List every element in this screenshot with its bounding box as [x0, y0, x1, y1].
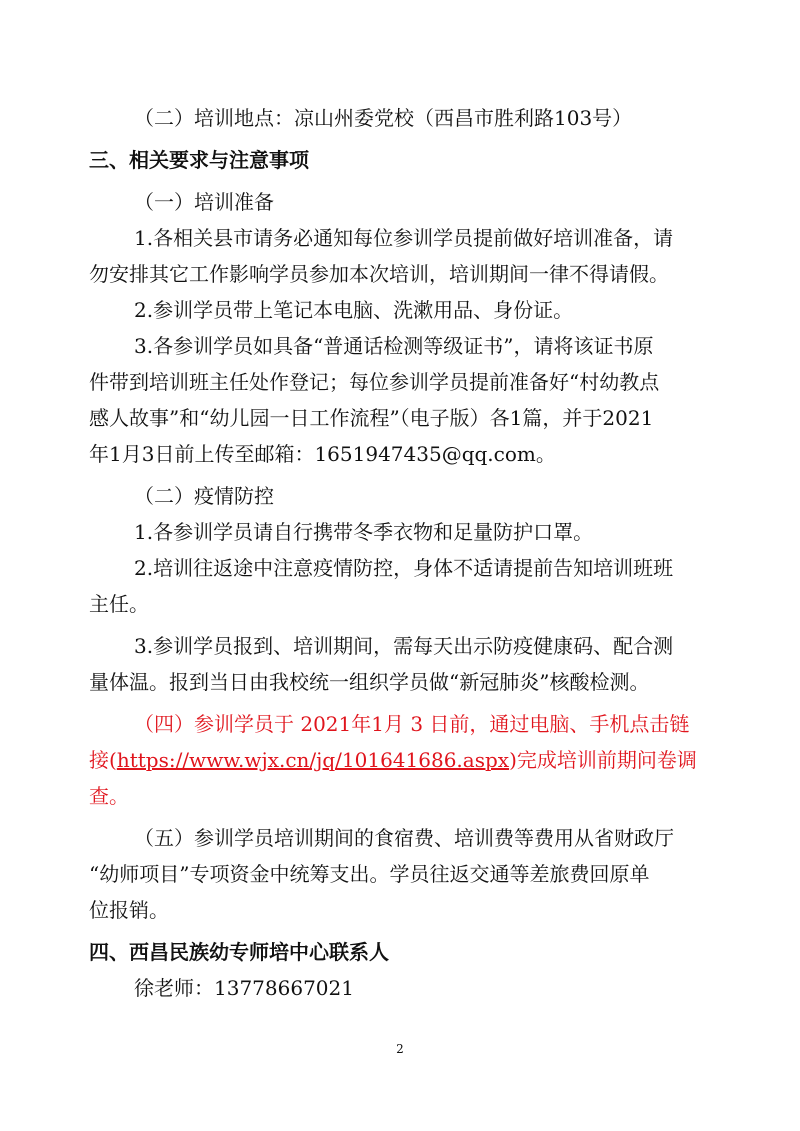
paragraph-line: 主任。	[89, 592, 149, 616]
training-location: （二）培训地点：凉山州委党校（西昌市胜利路103号）	[134, 106, 633, 130]
paragraph-line: 量体温。报到当日由我校统一组织学员做“新冠肺炎”核酸检测。	[89, 670, 650, 694]
paragraph-line: “幼师项目”专项资金中统筹支出。学员往返交通等差旅费回原单	[89, 862, 650, 886]
paragraph-line: 位报销。	[89, 898, 169, 922]
subheading-epidemic-control: （二）疫情防控	[134, 484, 274, 508]
section-heading-requirements: 三、相关要求与注意事项	[89, 148, 309, 172]
survey-notice-line: （四）参训学员于 2021年1月 3 日前，通过电脑、手机点击链	[134, 712, 690, 736]
paragraph-line: 1.各相关县市请务必通知每位参训学员提前做好培训准备，请	[134, 226, 674, 250]
paragraph-line: 2.培训往返途中注意疫情防控，身体不适请提前告知培训班班	[134, 556, 674, 580]
paragraph-line: 3.参训学员报到、培训期间，需每天出示防疫健康码、配合测	[134, 634, 674, 658]
survey-link[interactable]: https://www.wjx.cn/jq/101641686.aspx	[116, 748, 510, 772]
subheading-training-prep: （一）培训准备	[134, 190, 274, 214]
paragraph-line: 勿安排其它工作影响学员参加本次培训，培训期间一律不得请假。	[89, 262, 669, 286]
paragraph-line: 2.参训学员带上笔记本电脑、洗漱用品、身份证。	[134, 298, 574, 322]
paragraph-line: 3.各参训学员如具备“普通话检测等级证书”，请将该证书原	[134, 334, 654, 358]
paragraph-line: 感人故事”和“幼儿园一日工作流程”（电子版）各1篇，并于2021	[89, 406, 654, 430]
paragraph-line: 件带到培训班主任处作登记；每位参训学员提前准备好“村幼教点	[89, 370, 660, 394]
paragraph-line: 1.各参训学员请自行携带冬季衣物和足量防护口罩。	[134, 520, 594, 544]
page-number: 2	[396, 1042, 404, 1056]
survey-notice-text: )完成培训前期问卷调	[509, 748, 697, 772]
survey-notice-line: 查。	[89, 784, 129, 808]
section-heading-contact: 四、西昌民族幼专师培中心联系人	[89, 940, 389, 964]
survey-notice-line	[89, 746, 697, 774]
paragraph-line: 年1月3日前上传至邮箱：1651947435@qq.com。	[89, 442, 556, 466]
paragraph-line: （五）参训学员培训期间的食宿费、培训费等费用从省财政厅	[134, 826, 674, 850]
contact-person: 徐老师：13778667021	[134, 976, 354, 1000]
survey-notice-text: 接(	[89, 748, 117, 772]
